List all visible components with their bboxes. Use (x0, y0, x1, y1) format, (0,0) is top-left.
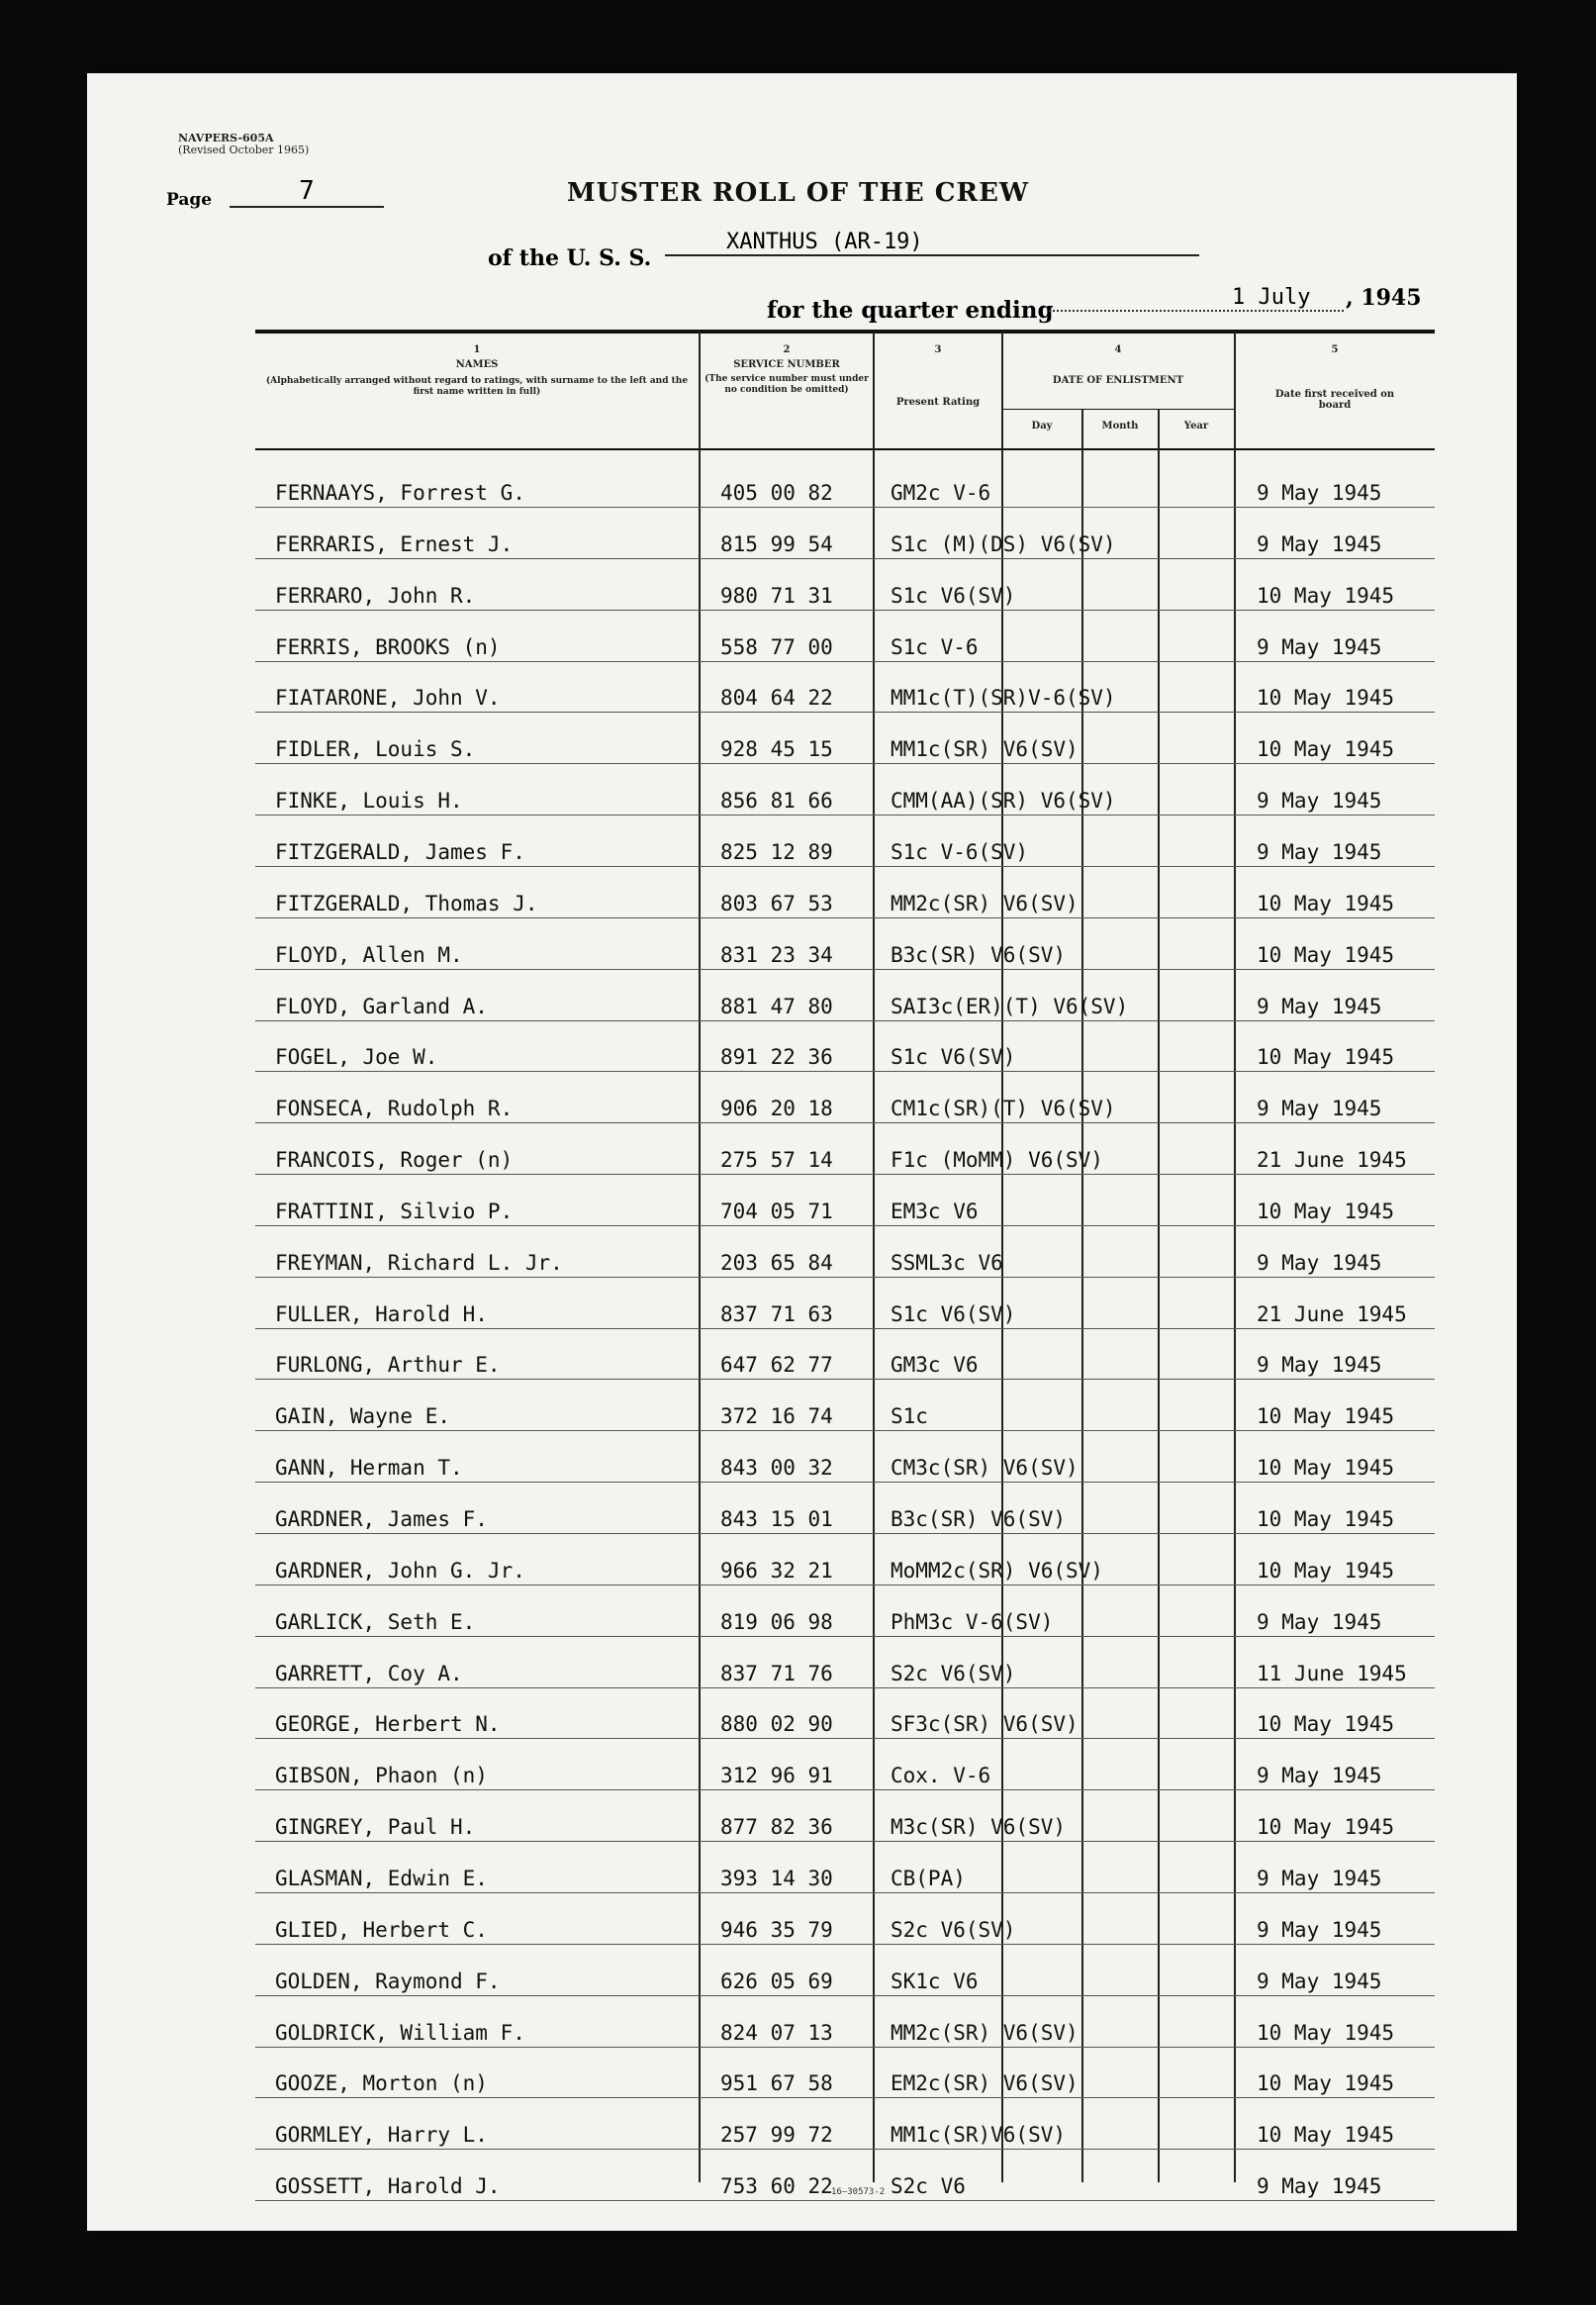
table-row (255, 463, 1435, 508)
ship-name: XANTHUS (AR-19) (665, 230, 1199, 256)
service-number: 891 22 36 (720, 1045, 833, 1069)
service-number: 837 71 63 (720, 1302, 833, 1326)
crew-name: FLOYD, Allen M. (275, 943, 463, 967)
present-rating: SK1c V6 (891, 1969, 979, 1993)
crew-name: FULLER, Harold H. (275, 1302, 488, 1326)
crew-name: GORMLEY, Harry L. (275, 2123, 488, 2147)
table-row (255, 720, 1435, 764)
service-number: 626 05 69 (720, 1969, 833, 1993)
date-received: 21 June 1945 (1257, 1148, 1407, 1172)
date-received: 9 May 1945 (1257, 481, 1382, 505)
present-rating: GM3c V6 (891, 1353, 979, 1377)
form-id-line2: (Revised October 1965) (178, 144, 310, 156)
col-title-service: SERVICE NUMBER (733, 359, 840, 370)
table-row (255, 1130, 1435, 1175)
crew-name: FITZGERALD, James F. (275, 840, 525, 864)
present-rating: MM1c(SR)V6(SV) (891, 2123, 1067, 2147)
date-received: 10 May 1945 (1257, 1712, 1395, 1736)
service-number: 203 65 84 (720, 1251, 833, 1275)
present-rating: M3c(SR) V6(SV) (891, 1815, 1067, 1839)
crew-name: GEORGE, Herbert N. (275, 1712, 501, 1736)
present-rating: PhM3c V-6(SV) (891, 1610, 1054, 1634)
present-rating: EM2c(SR) V6(SV) (891, 2071, 1079, 2095)
table-row (255, 1746, 1435, 1790)
service-number: 980 71 31 (720, 584, 833, 608)
service-number: 843 00 32 (720, 1456, 833, 1480)
col-note-service: (The service number must under no condition be omitted) (704, 374, 869, 395)
crew-name: GLIED, Herbert C. (275, 1918, 488, 1942)
table-row (255, 515, 1435, 559)
table-row (255, 1694, 1435, 1739)
table-row (255, 1233, 1435, 1278)
table-row (255, 1027, 1435, 1072)
date-received: 10 May 1945 (1257, 584, 1395, 608)
crew-name: GANN, Herman T. (275, 1456, 463, 1480)
col-header-service (703, 344, 871, 396)
date-received: 9 May 1945 (1257, 1918, 1382, 1942)
present-rating: S1c (891, 1404, 928, 1428)
date-received: 10 May 1945 (1257, 1200, 1395, 1223)
table-row (255, 1592, 1435, 1637)
date-received: 10 May 1945 (1257, 2021, 1395, 2045)
table-row (255, 1797, 1435, 1842)
date-received: 10 May 1945 (1257, 1507, 1395, 1531)
crew-name: FIATARONE, John V. (275, 686, 501, 710)
page-label: Page (166, 190, 213, 210)
table-row (255, 1335, 1435, 1380)
col-header-rating (877, 344, 999, 408)
service-number: 951 67 58 (720, 2071, 833, 2095)
date-received: 10 May 1945 (1257, 1404, 1395, 1428)
service-number: 815 99 54 (720, 532, 833, 556)
present-rating: S1c V6(SV) (891, 584, 1016, 608)
date-received: 10 May 1945 (1257, 1045, 1395, 1069)
table-row (255, 1900, 1435, 1945)
date-received: 21 June 1945 (1257, 1302, 1407, 1326)
crew-name: FERRARIS, Ernest J. (275, 532, 514, 556)
table-row (255, 1438, 1435, 1483)
service-number: 819 06 98 (720, 1610, 833, 1634)
crew-name: GLASMAN, Edwin E. (275, 1867, 488, 1890)
crew-name: GARDNER, John G. Jr. (275, 1559, 525, 1583)
crew-name: FOGEL, Joe W. (275, 1045, 438, 1069)
col-header-month: Month (1101, 421, 1139, 432)
service-number: 837 71 76 (720, 1662, 833, 1685)
form-id-line1: NAVPERS-605A (178, 132, 274, 144)
quarter-date: 1 July (1049, 285, 1344, 312)
date-received: 9 May 1945 (1257, 995, 1382, 1018)
table-row (255, 2054, 1435, 2098)
date-received: 10 May 1945 (1257, 1559, 1395, 1583)
col-header-day: Day (1031, 421, 1053, 432)
service-number: 312 96 91 (720, 1764, 833, 1787)
crew-name: FREYMAN, Richard L. Jr. (275, 1251, 563, 1275)
table-row (255, 668, 1435, 713)
service-number: 825 12 89 (720, 840, 833, 864)
col-title-rating: Present Rating (895, 397, 981, 408)
date-received: 9 May 1945 (1257, 789, 1382, 813)
present-rating: MoMM2c(SR) V6(SV) (891, 1559, 1103, 1583)
table-row (255, 977, 1435, 1021)
service-number: 880 02 90 (720, 1712, 833, 1736)
present-rating: S1c V-6 (891, 635, 979, 659)
present-rating: EM3c V6 (891, 1200, 979, 1223)
service-number: 405 00 82 (720, 481, 833, 505)
table-row (255, 1285, 1435, 1329)
crew-name: GOOZE, Morton (n) (275, 2071, 488, 2095)
service-number: 275 57 14 (720, 1148, 833, 1172)
crew-name: FITZGERALD, Thomas J. (275, 892, 538, 915)
crew-name: FERNAAYS, Forrest G. (275, 481, 525, 505)
present-rating: B3c(SR) V6(SV) (891, 1507, 1067, 1531)
service-number: 647 62 77 (720, 1353, 833, 1377)
crew-name: GOLDEN, Raymond F. (275, 1969, 501, 1993)
present-rating: B3c(SR) V6(SV) (891, 943, 1067, 967)
present-rating: S2c V6(SV) (891, 1662, 1016, 1685)
col-header-names (259, 344, 695, 398)
present-rating: CMM(AA)(SR) V6(SV) (891, 789, 1116, 813)
table-row (255, 1387, 1435, 1431)
print-code: 16—30573-2 (831, 2187, 886, 2197)
present-rating: Cox. V-6 (891, 1764, 991, 1787)
crew-name: FONSECA, Rudolph R. (275, 1097, 514, 1120)
present-rating: CM1c(SR)(T) V6(SV) (891, 1097, 1116, 1120)
table-row (255, 771, 1435, 816)
service-number: 372 16 74 (720, 1404, 833, 1428)
table-row (255, 1079, 1435, 1123)
present-rating: S2c V6 (891, 2174, 966, 2198)
crew-name: GAIN, Wayne E. (275, 1404, 451, 1428)
crew-name: GOLDRICK, William F. (275, 2021, 525, 2045)
ship-label: of the U. S. S. (488, 245, 652, 271)
service-number: 906 20 18 (720, 1097, 833, 1120)
table-row (255, 925, 1435, 970)
crew-name: FURLONG, Arthur E. (275, 1353, 501, 1377)
crew-name: GINGREY, Paul H. (275, 1815, 476, 1839)
present-rating: CB(PA) (891, 1867, 966, 1890)
date-received: 10 May 1945 (1257, 2123, 1395, 2147)
service-number: 877 82 36 (720, 1815, 833, 1839)
present-rating: GM2c V-6 (891, 481, 991, 505)
date-received: 9 May 1945 (1257, 1251, 1382, 1275)
table-row (255, 1541, 1435, 1585)
date-received: 9 May 1945 (1257, 635, 1382, 659)
date-received: 9 May 1945 (1257, 532, 1382, 556)
col-num-names: 1 (473, 344, 481, 355)
present-rating: MM1c(T)(SR)V-6(SV) (891, 686, 1116, 710)
service-number: 966 32 21 (720, 1559, 833, 1583)
crew-name: FRATTINI, Silvio P. (275, 1200, 514, 1223)
date-received: 9 May 1945 (1257, 1097, 1382, 1120)
date-received: 10 May 1945 (1257, 892, 1395, 915)
service-number: 843 15 01 (720, 1507, 833, 1531)
service-number: 804 64 22 (720, 686, 833, 710)
col-title-enlist: DATE OF ENLISTMENT (1052, 375, 1184, 386)
date-received: 10 May 1945 (1257, 737, 1395, 761)
table-row (255, 2003, 1435, 2048)
service-number: 558 77 00 (720, 635, 833, 659)
date-received: 11 June 1945 (1257, 1662, 1407, 1685)
service-number: 753 60 22 (720, 2174, 833, 2198)
table-row (255, 822, 1435, 867)
page-number: 7 (230, 176, 384, 208)
crew-name: GOSSETT, Harold J. (275, 2174, 501, 2198)
col-title-received: Date first received on board (1274, 389, 1395, 411)
present-rating: MM2c(SR) V6(SV) (891, 892, 1079, 915)
table-row (255, 1182, 1435, 1226)
date-received: 9 May 1945 (1257, 2174, 1382, 2198)
present-rating: SSML3c V6 (891, 1251, 1003, 1275)
crew-name: GARRETT, Coy A. (275, 1662, 463, 1685)
date-received: 10 May 1945 (1257, 943, 1395, 967)
form-id (178, 133, 309, 156)
date-received: 10 May 1945 (1257, 2071, 1395, 2095)
date-received: 9 May 1945 (1257, 1353, 1382, 1377)
date-received: 9 May 1945 (1257, 1867, 1382, 1890)
date-received: 9 May 1945 (1257, 1610, 1382, 1634)
service-number: 704 05 71 (720, 1200, 833, 1223)
crew-name: FERRIS, BROOKS (n) (275, 635, 501, 659)
col-num-received: 5 (1331, 344, 1339, 355)
date-received: 9 May 1945 (1257, 1764, 1382, 1787)
present-rating: MM2c(SR) V6(SV) (891, 2021, 1079, 2045)
table-row (255, 1952, 1435, 1996)
col-header-received (1237, 344, 1433, 411)
present-rating: SAI3c(ER)(T) V6(SV) (891, 995, 1129, 1018)
date-received: 10 May 1945 (1257, 686, 1395, 710)
crew-name: FLOYD, Garland A. (275, 995, 488, 1018)
crew-name: GIBSON, Phaon (n) (275, 1764, 488, 1787)
crew-name: FINKE, Louis H. (275, 789, 463, 813)
service-number: 856 81 66 (720, 789, 833, 813)
service-number: 824 07 13 (720, 2021, 833, 2045)
service-number: 803 67 53 (720, 892, 833, 915)
table-row (255, 566, 1435, 611)
col-note-names: (Alphabetically arranged without regard to ratings, with surname to the left and the first name written in full) (265, 376, 689, 397)
year-label: , 1945 (1346, 285, 1422, 311)
table-row (255, 1849, 1435, 1893)
service-number: 393 14 30 (720, 1867, 833, 1890)
service-number: 257 99 72 (720, 2123, 833, 2147)
date-received: 10 May 1945 (1257, 1456, 1395, 1480)
present-rating: F1c (MoMM) V6(SV) (891, 1148, 1103, 1172)
date-received: 9 May 1945 (1257, 1969, 1382, 1993)
enlist-sub-rule (1002, 409, 1235, 410)
col-num-enlist: 4 (1114, 344, 1122, 355)
crew-name: GARDNER, James F. (275, 1507, 488, 1531)
service-number: 831 23 34 (720, 943, 833, 967)
present-rating: S1c V-6(SV) (891, 840, 1029, 864)
col-title-names: NAMES (455, 359, 499, 370)
present-rating: SF3c(SR) V6(SV) (891, 1712, 1079, 1736)
service-number: 928 45 15 (720, 737, 833, 761)
crew-name: FERRARO, John R. (275, 584, 476, 608)
service-number: 881 47 80 (720, 995, 833, 1018)
date-received: 9 May 1945 (1257, 840, 1382, 864)
present-rating: CM3c(SR) V6(SV) (891, 1456, 1079, 1480)
crew-name: GARLICK, Seth E. (275, 1610, 476, 1634)
col-header-enlist (1003, 344, 1233, 386)
table-row (255, 1644, 1435, 1688)
col-num-service: 2 (783, 344, 791, 355)
page-title: MUSTER ROLL OF THE CREW (566, 178, 1030, 208)
present-rating: S1c V6(SV) (891, 1302, 1016, 1326)
table-row (255, 618, 1435, 662)
crew-name: FIDLER, Louis S. (275, 737, 476, 761)
service-number: 946 35 79 (720, 1918, 833, 1942)
present-rating: MM1c(SR) V6(SV) (891, 737, 1079, 761)
table-row (255, 1489, 1435, 1534)
col-header-year: Year (1183, 421, 1209, 432)
header-bottom-rule (255, 448, 1435, 450)
table-row (255, 874, 1435, 918)
present-rating: S1c V6(SV) (891, 1045, 1016, 1069)
present-rating: S1c (M)(DS) V6(SV) (891, 532, 1116, 556)
crew-name: FRANCOIS, Roger (n) (275, 1148, 514, 1172)
present-rating: S2c V6(SV) (891, 1918, 1016, 1942)
col-num-rating: 3 (934, 344, 942, 355)
table-row (255, 2105, 1435, 2150)
quarter-label: for the quarter ending (767, 297, 1054, 324)
date-received: 10 May 1945 (1257, 1815, 1395, 1839)
table-top-rule (255, 330, 1435, 334)
